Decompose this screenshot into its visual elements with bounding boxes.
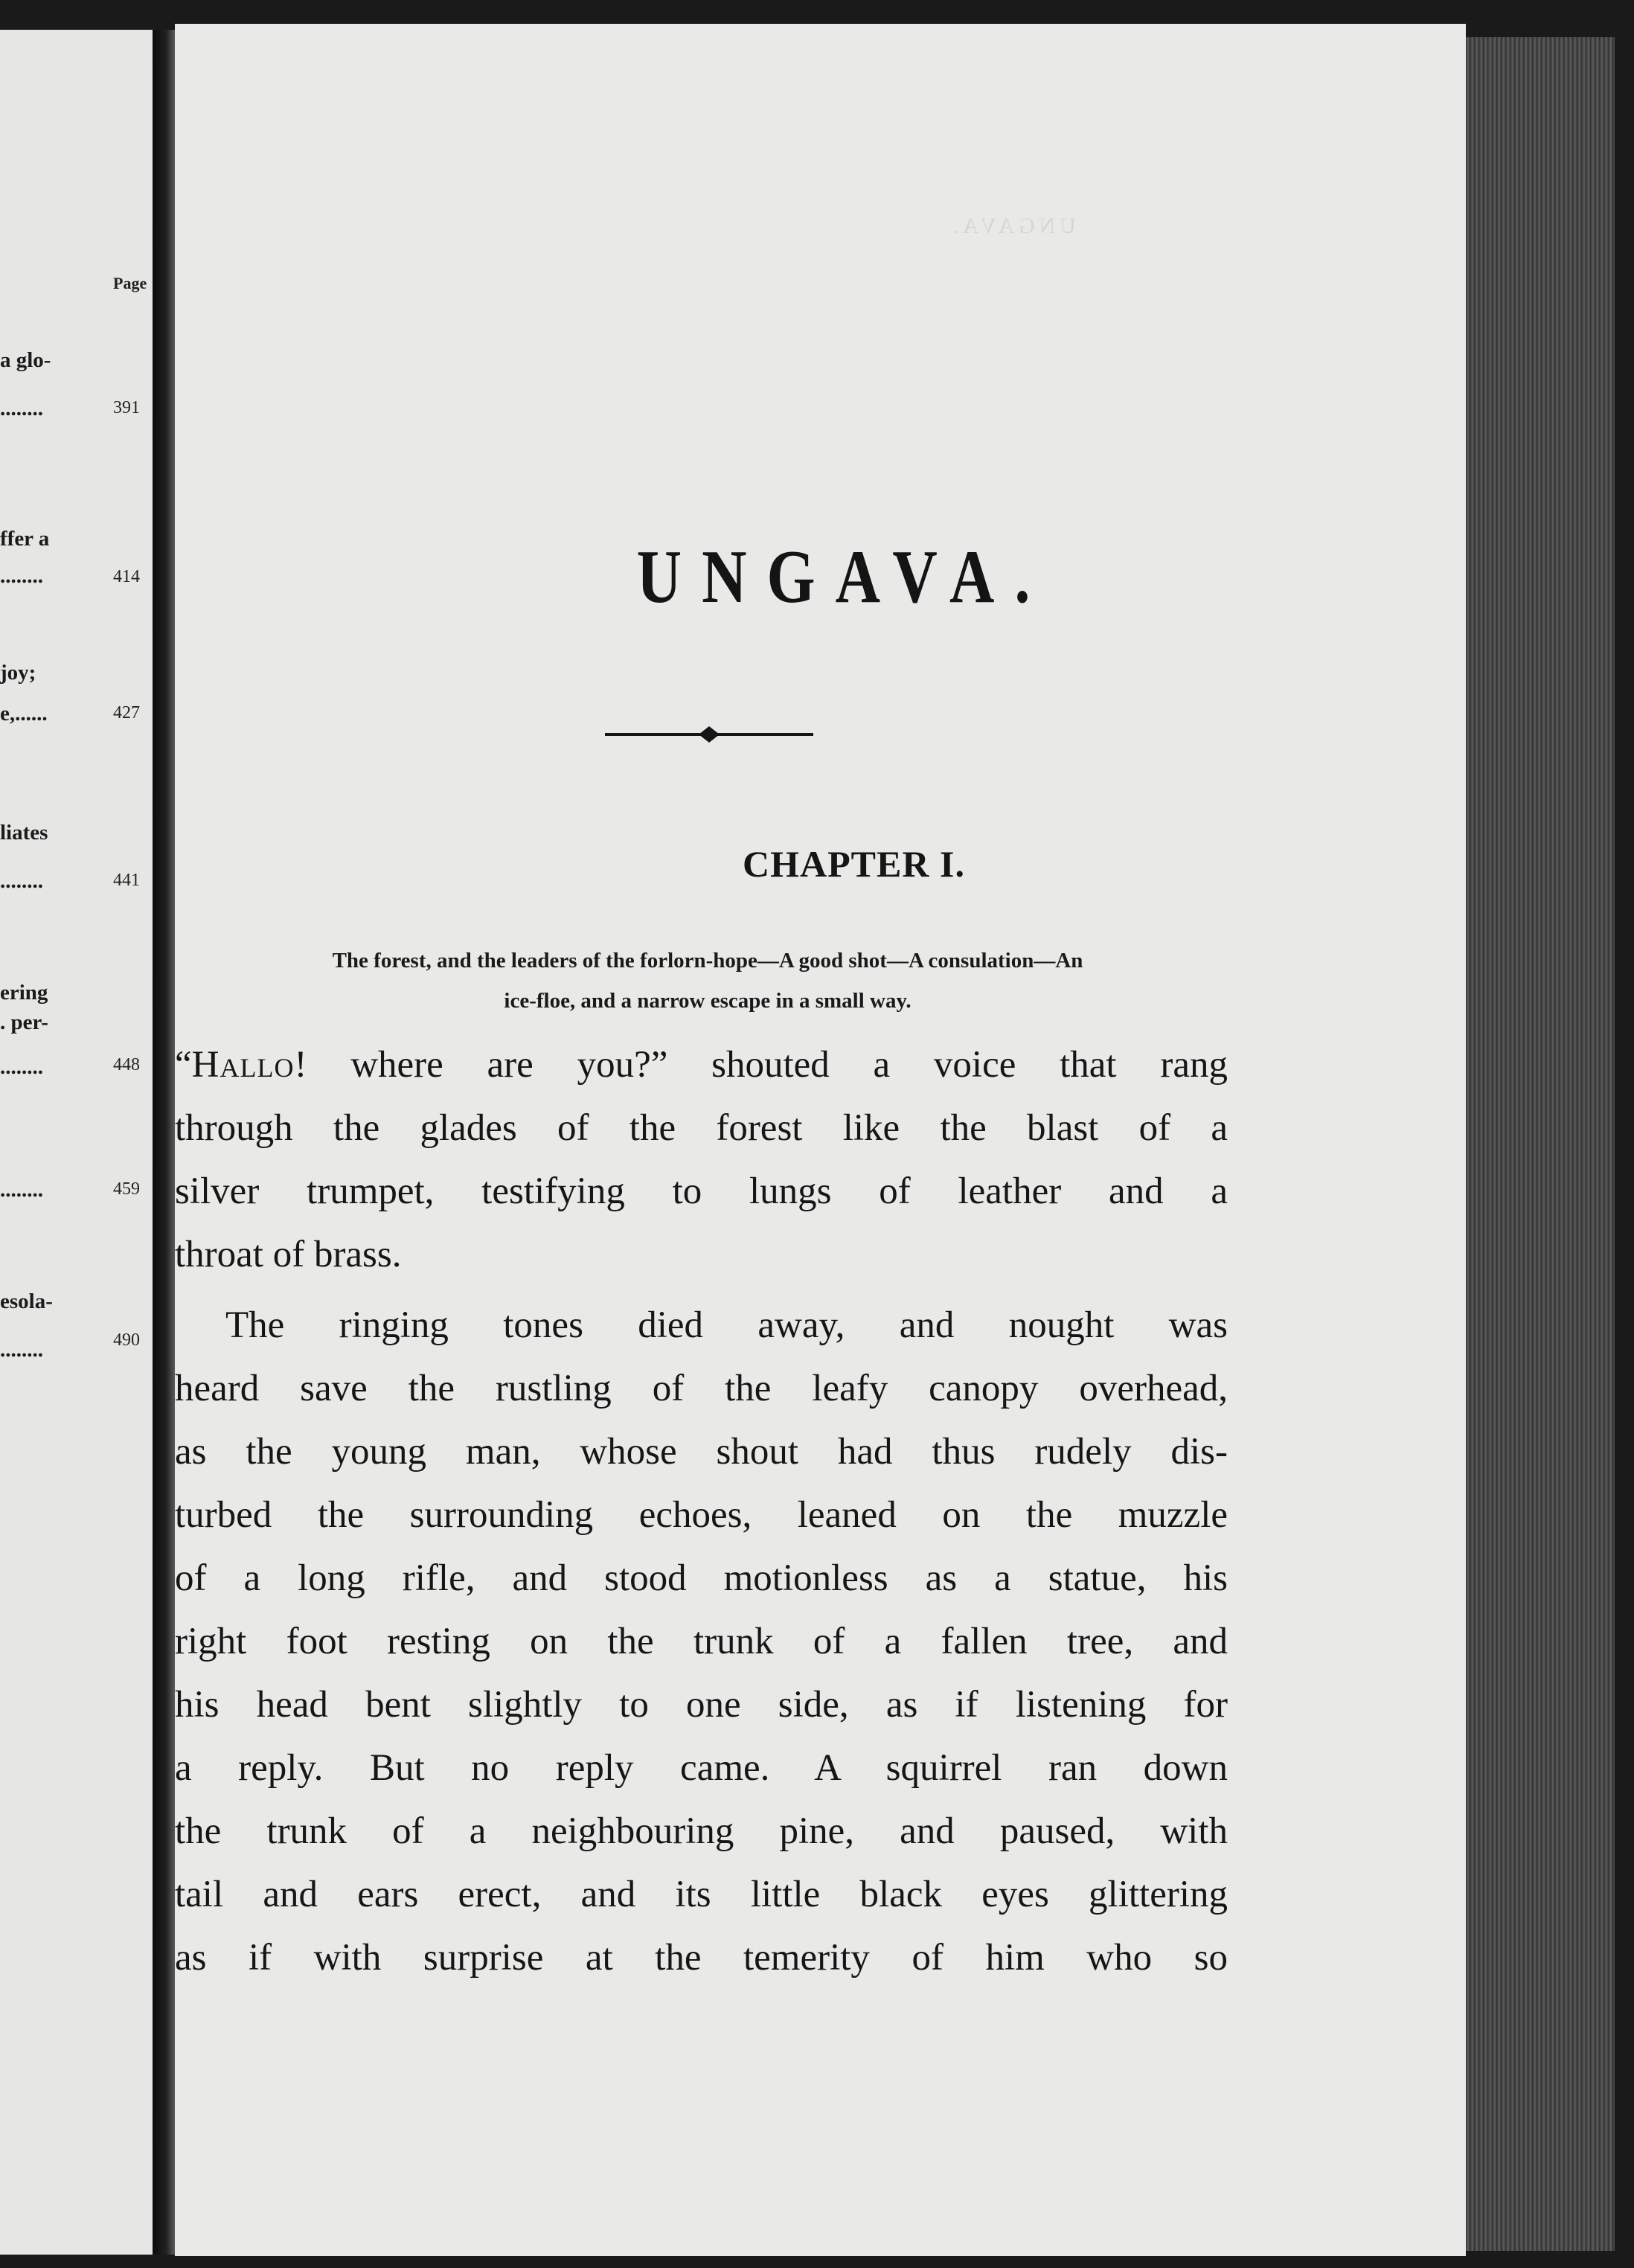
bleed-through-running-header: UNGAVA. [948, 214, 1076, 238]
toc-page-column-header: Page [113, 274, 147, 292]
body-line: his head bent slightly to one side, as if listening for [175, 1684, 1228, 1726]
toc-entry-leader: e,...... [0, 702, 48, 725]
toc-page-number: 448 [113, 1055, 140, 1074]
toc-entry-fragment: ffer a [0, 527, 50, 551]
book-title: UNGAVA. [636, 535, 1051, 619]
chapter-heading: CHAPTER I. [743, 843, 965, 885]
toc-entry-leader: ........ [0, 1178, 43, 1202]
toc-entry-fragment: ering [0, 981, 48, 1005]
chapter-summary [176, 941, 1239, 1021]
toc-page-number: 427 [113, 703, 140, 723]
body-line: of a long rifle, and stood motionless as a statue, his [175, 1557, 1228, 1599]
toc-page-number: 414 [113, 567, 140, 586]
body-line: turbed the surrounding echoes, leaned on the muzzle [175, 1494, 1228, 1536]
body-line: throat of brass. [175, 1234, 402, 1275]
page-block-edges [1466, 37, 1615, 2251]
body-line: as the young man, whose shout had thus rudely dis- [175, 1431, 1228, 1473]
toc-entry-leader: ........ [0, 869, 43, 893]
toc-entry-fragment: joy; [0, 661, 36, 685]
chapter-summary-line: ice-floe, and a narrow escape in a small way. [504, 989, 911, 1013]
body-line: silver trumpet, testifying to lungs of leather and a [175, 1170, 1228, 1212]
toc-entry-leader: ........ [0, 1338, 43, 1362]
body-line: through the glades of the forest like the blast of a [175, 1107, 1228, 1149]
body-line: the trunk of a neighbouring pine, and paused, with [175, 1810, 1228, 1852]
body-line: heard save the rustling of the leafy canopy overhead, [175, 1368, 1228, 1409]
chapter-opening-page [175, 24, 1466, 2256]
body-line: right foot resting on the trunk of a fallen tree, and [175, 1621, 1228, 1662]
toc-page-number: 490 [113, 1330, 140, 1350]
opening-word: Hallo [191, 1044, 295, 1086]
body-line: a reply. But no reply came. A squirrel ran down [175, 1747, 1228, 1789]
chapter-summary-line: The forest, and the leaders of the forlorn-hope—A good shot—A consulation—An [332, 949, 1083, 973]
toc-entry-fragment: a glo- [0, 348, 51, 372]
toc-entry-leader: ........ [0, 1055, 43, 1079]
body-line: The ringing tones died away, and nought was [225, 1304, 1228, 1346]
body-line: “Hallo! where are you?” shouted a voice that rang [175, 1044, 1228, 1086]
book-gutter-shadow [153, 30, 175, 2255]
toc-page-number: 391 [113, 398, 140, 417]
toc-page-number: 459 [113, 1179, 140, 1199]
toc-page-number: 441 [113, 871, 140, 890]
body-line: tail and ears erect, and its little black eyes glittering [175, 1874, 1228, 1915]
body-line: as if with surprise at the temerity of him who so [175, 1937, 1228, 1979]
previous-page-contents-fragment [0, 30, 153, 2255]
toc-entry-fragment: esola- [0, 1290, 53, 1313]
toc-entry-fragment: liates [0, 821, 48, 845]
toc-entry-leader: ........ [0, 564, 43, 588]
toc-entry-leader: ........ [0, 397, 43, 420]
toc-entry-fragment: . per- [0, 1010, 48, 1034]
ornamental-rule-icon [605, 720, 813, 749]
